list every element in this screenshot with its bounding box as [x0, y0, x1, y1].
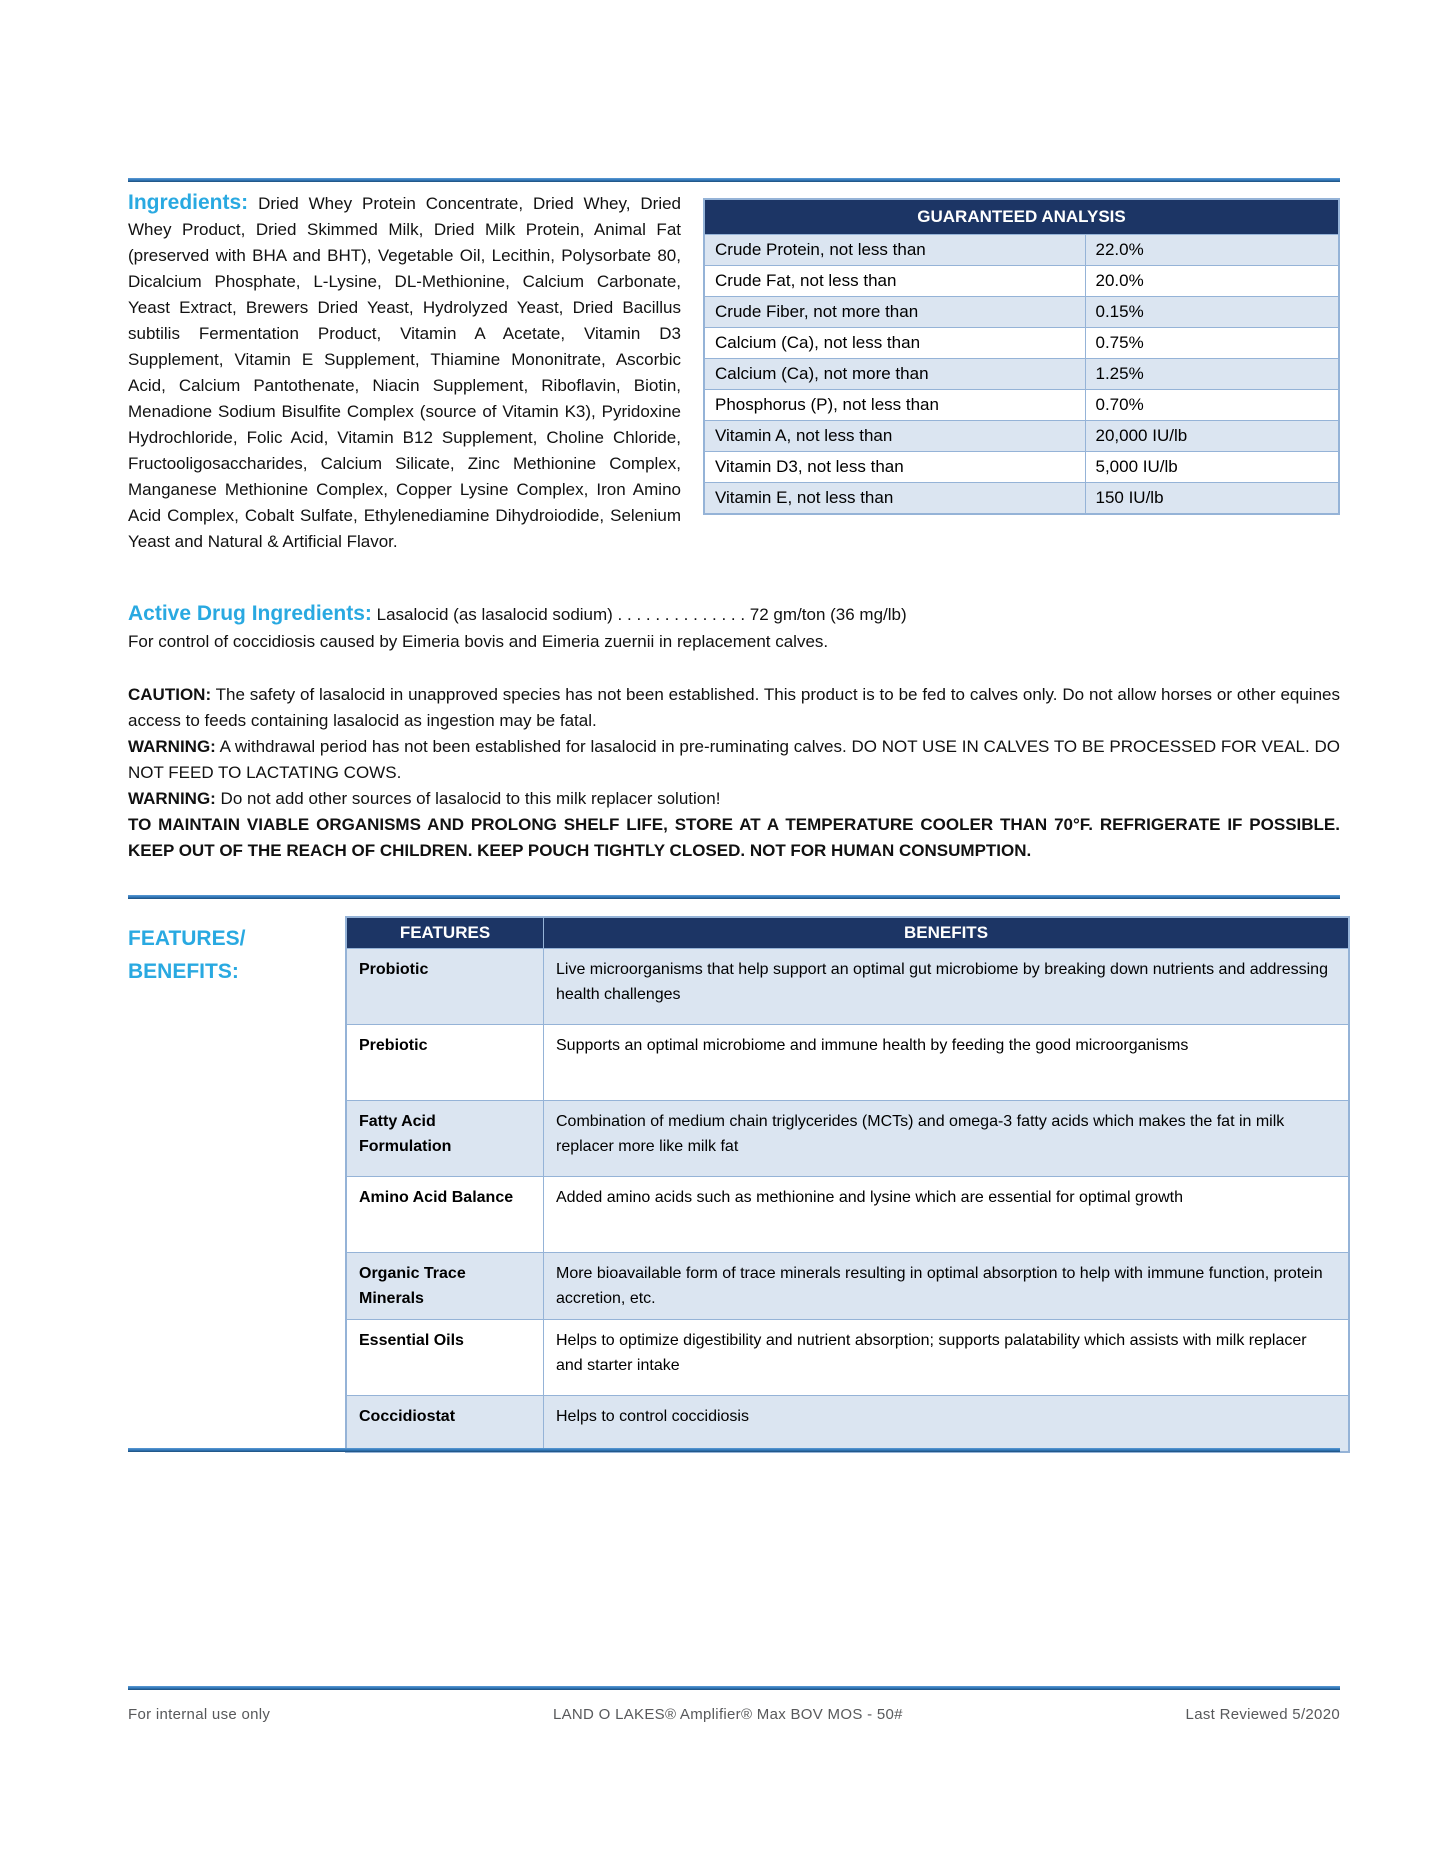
- benefit-cell: Combination of medium chain triglycerides (MCTs) and omega-3 fatty acids which makes the fat in milk replacer more like milk fat: [544, 1101, 1350, 1177]
- footer-divider-rule: [128, 1686, 1340, 1690]
- analysis-value: 20,000 IU/lb: [1085, 421, 1339, 452]
- guaranteed-analysis-table: [703, 198, 1340, 515]
- benefits-column-header: BENEFITS: [544, 917, 1350, 949]
- table-row: [346, 949, 1349, 1025]
- caution-text: The safety of lasalocid in unapproved species has not been established. This product is to be fed to calves only. Do not allow horses or other equines access to feeds containing lasalocid as ingestion may be fatal.: [128, 685, 1340, 730]
- precautions-section: [128, 682, 1340, 864]
- warning-label: WARNING:: [128, 789, 216, 808]
- table-row: [704, 483, 1339, 515]
- warning-label: WARNING:: [128, 737, 216, 756]
- feature-cell: Fatty Acid Formulation: [346, 1101, 544, 1177]
- ingredients-text: Dried Whey Protein Concentrate, Dried Whey, Dried Whey Product, Dried Skimmed Milk, Dried Milk Protein, Animal Fat (preserved with BHA and BHT), Vegetable Oil, Lecithin, Polysorbate 80, Dicalcium Phosphate, L-Lysine, DL-Methionine, Calcium Carbonate, Yeast Extract, Brewers Dried Yeast, Hydrolyzed Yeast, Dried Bacillus subtilis Fermentation Product, Vitamin A Acetate, Vitamin D3 Supplement, Vitamin E Supplement, Thiamine Mononitrate, Ascorbic Acid, Calcium Pantothenate, Niacin Supplement, Riboflavin, Biotin, Menadione Sodium Bisulfite Complex (source of Vitamin K3), Pyridoxine Hydrochloride, Folic Acid, Vitamin B12 Supplement, Choline Chloride, Fructooligosaccharides, Calcium Silicate, Zinc Methionine Complex, Manganese Methionine Complex, Copper Lysine Complex, Iron Amino Acid Complex, Cobalt Sulfate, Ethylenediamine Dihydroiodide, Selenium Yeast and Natural & Artificial Flavor.: [128, 194, 682, 551]
- analysis-label: Vitamin E, not less than: [704, 483, 1085, 515]
- analysis-label: Vitamin A, not less than: [704, 421, 1085, 452]
- analysis-label: Crude Protein, not less than: [704, 235, 1085, 266]
- features-benefits-heading: [128, 922, 338, 988]
- table-row: [704, 421, 1339, 452]
- guaranteed-analysis-header-row: [704, 199, 1339, 235]
- features-heading-line2: BENEFITS:: [128, 960, 239, 983]
- features-benefits-table: [345, 916, 1350, 1453]
- table-row: [346, 1025, 1349, 1101]
- footer-left-text: For internal use only: [128, 1706, 271, 1723]
- guaranteed-analysis-title: GUARANTEED ANALYSIS: [704, 199, 1339, 235]
- caution-paragraph: [128, 682, 1340, 734]
- benefit-cell: More bioavailable form of trace minerals resulting in optimal absorption to help with immune function, protein accretion, etc.: [544, 1253, 1350, 1320]
- active-drug-note: For control of coccidiosis caused by Eimeria bovis and Eimeria zuernii in replacement calves.: [128, 632, 829, 651]
- ingredients-heading: Ingredients:: [128, 191, 249, 214]
- analysis-value: 0.15%: [1085, 297, 1339, 328]
- features-heading-line1: FEATURES/: [128, 927, 246, 950]
- benefit-cell: Live microorganisms that help support an optimal gut microbiome by breaking down nutrients and addressing health challenges: [544, 949, 1350, 1025]
- footer-right-text: Last Reviewed 5/2020: [1185, 1706, 1340, 1723]
- footer-center-text: LAND O LAKES® Amplifier® Max BOV MOS - 50#: [552, 1706, 903, 1723]
- middle-divider-rule: [128, 895, 1340, 899]
- feature-cell: Amino Acid Balance: [346, 1177, 544, 1253]
- analysis-value: 20.0%: [1085, 266, 1339, 297]
- analysis-label: Vitamin D3, not less than: [704, 452, 1085, 483]
- caution-label: CAUTION:: [128, 685, 212, 704]
- table-row: [704, 390, 1339, 421]
- feature-cell: Probiotic: [346, 949, 544, 1025]
- active-drug-line: Lasalocid (as lasalocid sodium) . . . . . . . . . . . . . . 72 gm/ton (36 mg/lb): [376, 605, 907, 624]
- analysis-value: 0.75%: [1085, 328, 1339, 359]
- analysis-label: Crude Fat, not less than: [704, 266, 1085, 297]
- analysis-value: 22.0%: [1085, 235, 1339, 266]
- analysis-label: Crude Fiber, not more than: [704, 297, 1085, 328]
- warning-paragraph: [128, 734, 1340, 786]
- table-row: [704, 266, 1339, 297]
- analysis-value: 5,000 IU/lb: [1085, 452, 1339, 483]
- benefit-cell: Added amino acids such as methionine and lysine which are essential for optimal growth: [544, 1177, 1350, 1253]
- table-row: [704, 235, 1339, 266]
- table-row: [346, 1320, 1349, 1396]
- analysis-label: Calcium (Ca), not more than: [704, 359, 1085, 390]
- benefit-cell: Helps to control coccidiosis: [544, 1396, 1350, 1452]
- table-row: [346, 1253, 1349, 1320]
- bottom-divider-rule: [128, 1448, 1340, 1452]
- warning-paragraph: [128, 786, 1340, 812]
- table-row: [704, 359, 1339, 390]
- feature-cell: Coccidiostat: [346, 1396, 544, 1452]
- warning-text: A withdrawal period has not been established for lasalocid in pre-ruminating calves. DO NOT USE IN CALVES TO BE PROCESSED FOR VEAL. DO NOT FEED TO LACTATING COWS.: [128, 737, 1340, 782]
- analysis-value: 0.70%: [1085, 390, 1339, 421]
- feature-cell: Essential Oils: [346, 1320, 544, 1396]
- top-divider-rule: [128, 178, 1340, 182]
- features-column-header: FEATURES: [346, 917, 544, 949]
- table-row: [346, 1177, 1349, 1253]
- table-row: [704, 328, 1339, 359]
- table-row: [704, 452, 1339, 483]
- analysis-label: Calcium (Ca), not less than: [704, 328, 1085, 359]
- ingredients-section: [128, 190, 1340, 555]
- warning-text: Do not add other sources of lasalocid to this milk replacer solution!: [215, 789, 721, 808]
- active-drug-heading: Active Drug Ingredients:: [128, 602, 372, 625]
- features-header-row: [346, 917, 1349, 949]
- page-footer: [128, 1706, 1340, 1723]
- benefit-cell: Helps to optimize digestibility and nutrient absorption; supports palatability which assists with milk replacer and starter intake: [544, 1320, 1350, 1396]
- table-row: [346, 1396, 1349, 1452]
- benefit-cell: Supports an optimal microbiome and immune health by feeding the good microorganisms: [544, 1025, 1350, 1101]
- analysis-label: Phosphorus (P), not less than: [704, 390, 1085, 421]
- storage-paragraph: TO MAINTAIN VIABLE ORGANISMS AND PROLONG SHELF LIFE, STORE AT A TEMPERATURE COOLER THAN 70°F. REFRIGERATE IF POSSIBLE. KEEP OUT OF THE REACH OF CHILDREN. KEEP POUCH TIGHTLY CLOSED. NOT FOR HUMAN CONSUMPTION.: [128, 815, 1340, 860]
- analysis-value: 1.25%: [1085, 359, 1339, 390]
- analysis-value: 150 IU/lb: [1085, 483, 1339, 515]
- active-drug-section: [128, 600, 1340, 655]
- feature-cell: Organic Trace Minerals: [346, 1253, 544, 1320]
- table-row: [346, 1101, 1349, 1177]
- table-row: [704, 297, 1339, 328]
- feature-cell: Prebiotic: [346, 1025, 544, 1101]
